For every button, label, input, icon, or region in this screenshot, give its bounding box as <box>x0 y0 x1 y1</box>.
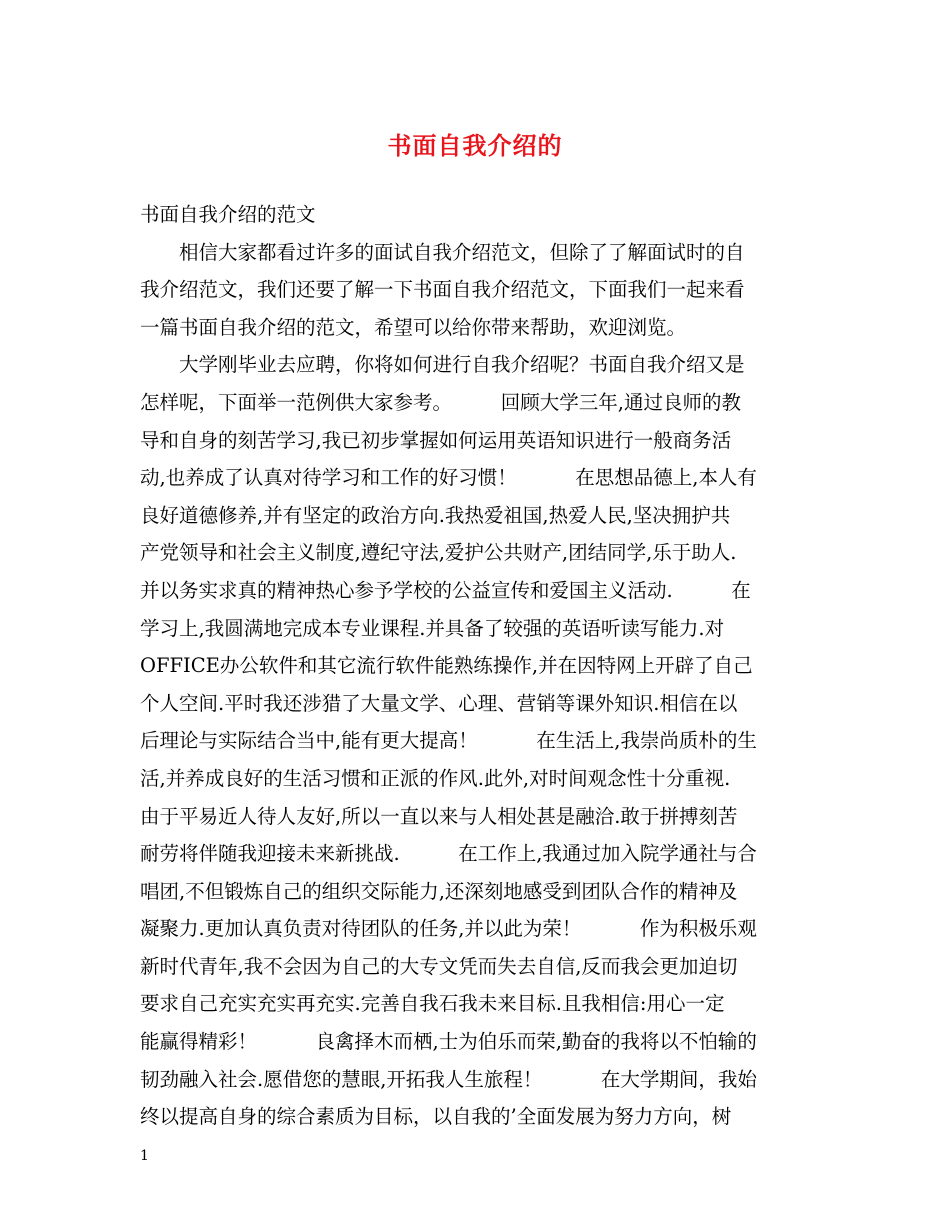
subtitle-line: 书面自我介绍的范文 <box>140 203 316 226</box>
body-text-line: 产党领导和社会主义制度,遵纪守法,爱护公共财产,团结同学,乐于助人. <box>140 541 737 565</box>
body-text-line: 终以提高自身的综合素质为目标，以自我的’全面发展为努力方向，树 <box>140 1105 732 1129</box>
body-text-line: 学习上,我圆满地完成本专业课程.并具备了较强的英语听读写能力.对 <box>140 616 725 640</box>
document-body <box>140 196 812 1136</box>
body-text-line: 导和自身的刻苦学习,我已初步掌握如何运用英语知识进行一般商务活 <box>140 428 732 452</box>
body-text-line: 我介绍范文，我们还要了解一下书面自我介绍范文，下面我们一起来看 <box>140 278 745 302</box>
body-text-line: OFFICE办公软件和其它流行软件能熟练操作,并在因特网上开辟了自己 <box>140 654 753 678</box>
body-text-line: 唱团,不但锻炼自己的组织交际能力,还深刻地感受到团队合作的精神及 <box>140 879 738 903</box>
body-text-line: 新时代青年,我不会因为自己的大专文凭而失去自信,反而我会更加迫切 <box>140 954 738 978</box>
body-text-line: 后理论与实际结合当中,能有更大提高！ 在生活上,我崇尚质朴的生 <box>140 729 757 753</box>
body-text-line: 动,也养成了认真对待学习和工作的好习惯！ 在思想品德上,本人有 <box>140 466 757 490</box>
body-text-line: 相信大家都看过许多的面试自我介绍范文，但除了了解面试时的自 <box>140 240 745 264</box>
body-text-line: 怎样呢，下面举一范例供大家参考。 回顾大学三年,通过良师的教 <box>140 390 741 414</box>
body-text-line: 由于平易近人待人友好,所以一直以来与人相处甚是融洽.敢于拼搏刻苦 <box>140 804 738 828</box>
document-title: 书面自我介绍的 <box>387 131 563 160</box>
body-text-line: 凝聚力.更加认真负责对待团队的任务,并以此为荣！ 作为积极乐观 <box>140 917 757 941</box>
body-text-line: 一篇书面自我介绍的范文，希望可以给你带来帮助，欢迎浏览。 <box>140 315 687 339</box>
body-text-line: 并以务实求真的精神热心参予学校的公益宣传和爱国主义活动. 在 <box>140 578 751 602</box>
body-text-line: 良好道德修养,并有坚定的政治方向.我热爱祖国,热爱人民,坚决拥护共 <box>140 503 731 527</box>
body-text-line: 要求自己充实充实再充实.完善自我石我未来目标.且我相信:用心一定 <box>140 992 725 1016</box>
body-text-line: 能赢得精彩！ 良禽择木而栖,士为伯乐而荣,勤奋的我将以不怕输的 <box>140 1030 757 1054</box>
body-text-line: 个人空间.平时我还涉猎了大量文学、心理、营销等课外知识.相信在以 <box>140 691 738 715</box>
body-text-line: 耐劳将伴随我迎接未来新挑战. 在工作上,我通过加入院学通社与合 <box>140 842 757 866</box>
body-text-line: 大学刚毕业去应聘，你将如何进行自我介绍呢？书面自我介绍又是 <box>140 353 745 377</box>
body-text-line: 活,并养成良好的生活习惯和正派的作风.此外,对时间观念性十分重视. <box>140 766 731 790</box>
body-text-line: 韧劲融入社会.愿借您的慧眼,开拓我人生旅程！ 在大学期间，我始 <box>140 1067 757 1091</box>
page-number: 1 <box>140 1148 149 1164</box>
